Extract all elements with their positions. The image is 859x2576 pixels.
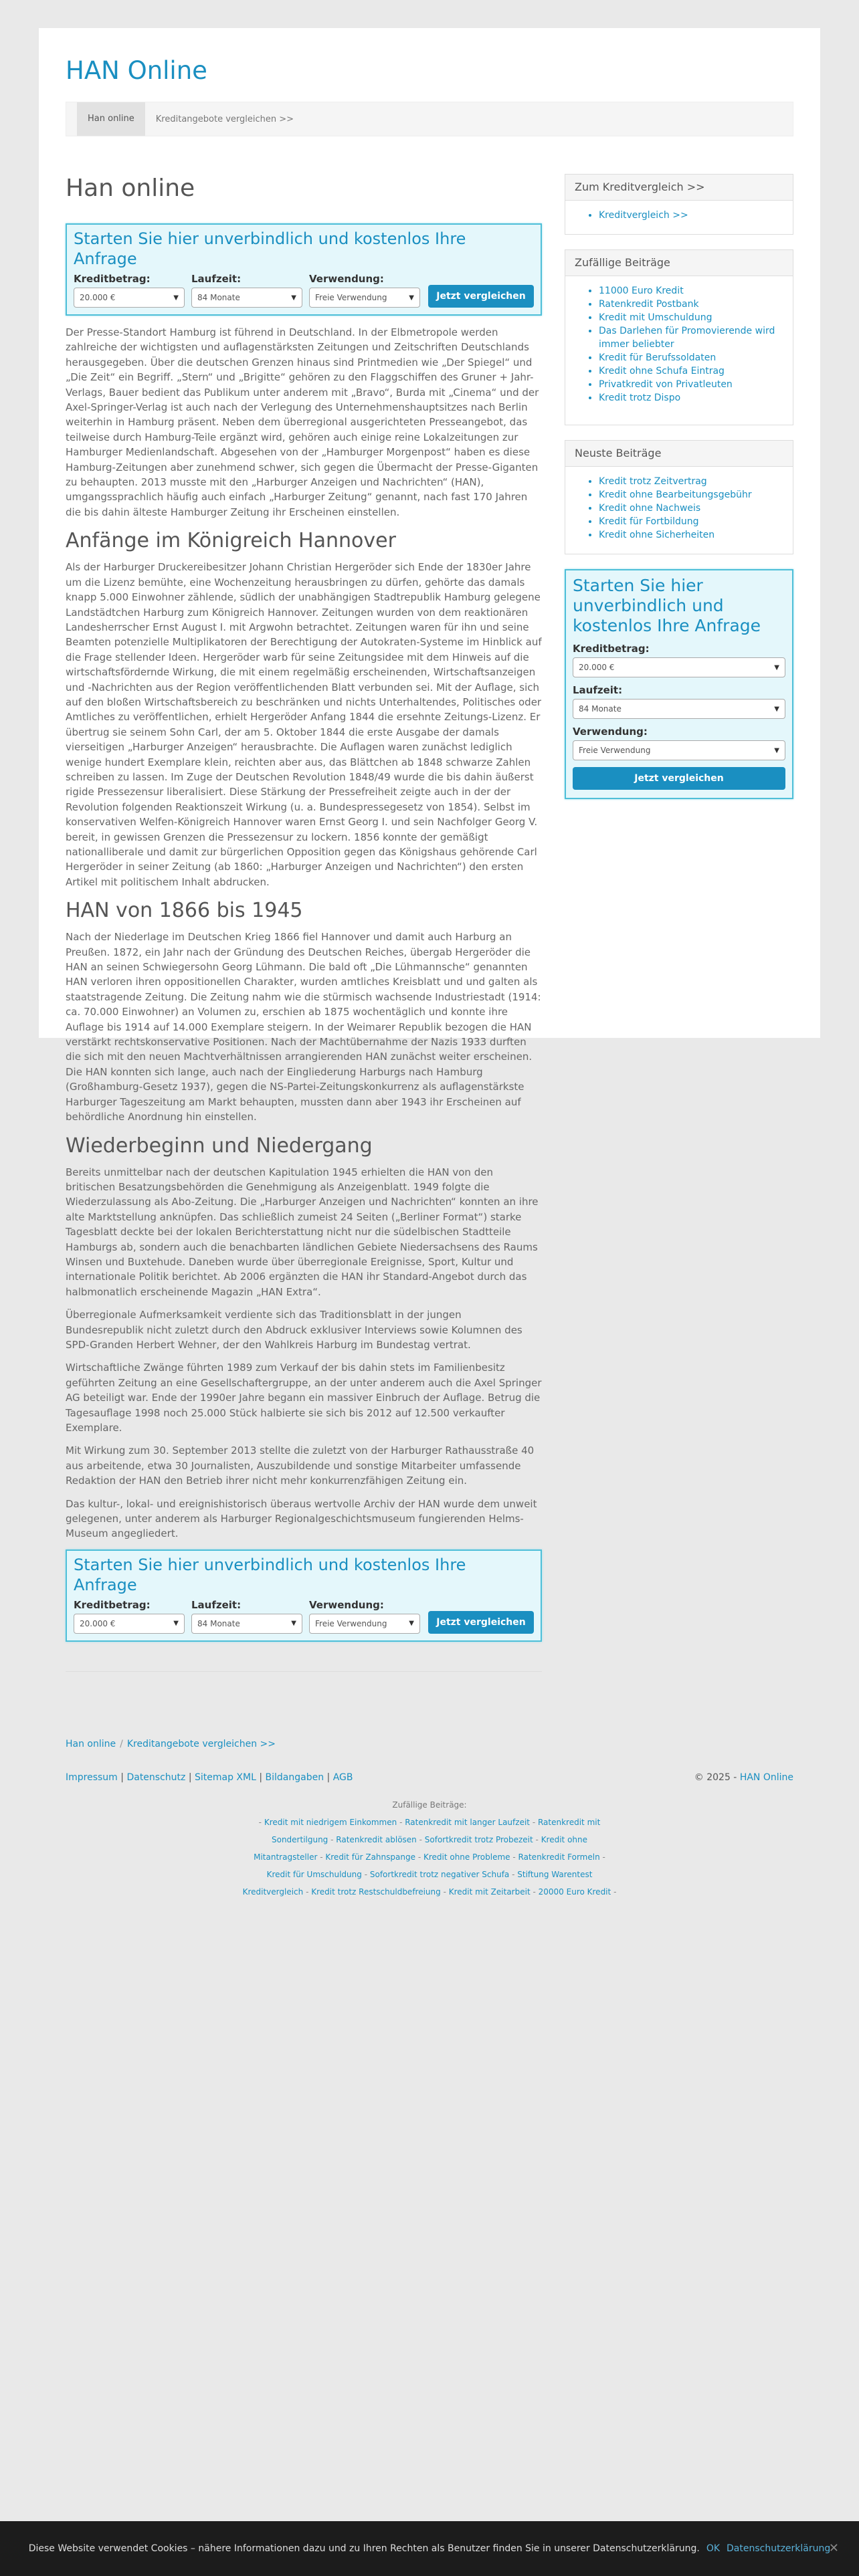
widget-title: Zufällige Beiträge (565, 250, 793, 276)
compare-button[interactable]: Jetzt vergleichen (428, 285, 534, 308)
credit-form-bottom (66, 1549, 542, 1642)
sidebar-link[interactable]: • Ratenkredit Postbank (599, 298, 793, 311)
chevron-down-icon: ▼ (774, 663, 779, 671)
random-post-link[interactable]: Stiftung Warentest Kreditvergleich (242, 1869, 593, 1897)
footer-crumb-home[interactable]: Han online (66, 1738, 116, 1749)
footer-link-sitemap[interactable]: Sitemap XML (195, 1772, 256, 1783)
amount-select[interactable]: 20.000 € ▼ (573, 657, 785, 677)
chevron-down-icon: ▼ (409, 294, 414, 302)
main-content (66, 174, 542, 1672)
widget-title: Zum Kreditvergleich >> (565, 175, 793, 201)
footer-links: Impressum | Datenschutz | Sitemap XML | Bildangaben | AGB (66, 1772, 353, 1783)
chevron-down-icon: ▼ (291, 294, 296, 302)
random-post-link[interactable]: Kredit mit niedrigem Einkommen (264, 1817, 397, 1827)
paragraph: Wirtschaftliche Zwänge führten 1989 zum Verkauf der bis dahin stets im Familienbesitz geführten Zeitung an eine Gesellschaftergruppe, an der unter anderem auch die Axel Springer AG beteiligt war. Ende der 1990er Jahre begann ein massiver Einbruch der Auflage. Betrug die Tagesauflage 1998 noch 25.000 Stück halbierte sie sich bis 2012 auf 12.500 verkaufter Exemplare. (66, 1362, 542, 1434)
footer-breadcrumb: Han online / Kreditangebote vergleichen >> (66, 1738, 276, 1749)
compare-button[interactable]: Jetzt vergleichen (573, 767, 785, 790)
nav-item-han-online[interactable]: Han online (77, 102, 145, 136)
credit-form-top (66, 223, 542, 316)
widget-title: Neuste Beiträge (565, 441, 793, 467)
paragraph: Der Presse-Standort Hamburg ist führend in Deutschland. In der Elbmetropole werden zahlreiche der wichtigsten und auflagenstärksten Zeitungen und Zeitschriften Deutschlands herausgegeben. Über die deutschen Grenzen hinaus sind Printmedien wie „Der Spiegel“ und „Die Zeit“ ein Begriff. „Stern“ und „Brigitte“ gehören zu den Flaggschiffen des Gruner + Jahr-Verlags, Bauer bedient das Publikum unter anderem mit „Bravo“, Burda mit „Cinema“ und der Axel-Springer-Verlag ist auch nach der Verlegung des Unternehmenshauptsitzes nach Berlin weiterhin in Hamburg präsent. Neben dem überregional ausgerichteten Presseangebot, das teilweise durch Hamburg-Teile ergänzt wird, gehören auch einige reine Lokalzeitungen zur Hamburger Medienlandschaft. Abgesehen von der „Hamburger Morgenpost“ haben es diese Hamburg-Zeitungen aber zunehmend schwer, sich gegen die Übermacht der Presse-Giganten zu behaupten. 2013 musste mit den „Harburger Anzeigen und Nachrichten“ (HAN), umgangssprachlich häufig auch einfach „Harburger Zeitung“ genannt, nach fast 170 Jahren die bis dahin älteste Hamburger Zeitung ihr Erscheinen einstellen. (66, 326, 539, 518)
amount-label: Kreditbetrag: (573, 643, 650, 655)
sidebar-link[interactable]: • Kredit ohne Schufa Eintrag (599, 364, 793, 378)
paragraph: Als der Harburger Druckereibesitzer Johann Christian Hergeröder sich Ende der 1830er Jahre um die Lizenz bemühte, eine Wochenzeitung herausbringen zu dürfen, gehörte das damals knapp 5.000 Einwohner zählende, südlich der unabhängigen Stadtrepublik Hamburg gelegene Landstädtchen Harburg zum Königreich Hannover. Zeitungen wurden von dem reaktionären Landesherrscher Ernst August I. mit Argwohn betrachtet. Zeitungen waren für ihn und seine Beamten potenzielle Multiplikatoren der Berechtigung der Autokraten-Systeme im Hinblick auf die Frage stellender Ideen. Hergeröder warb für seine Zeitungsidee mit dem Hinweis auf die wirtschaftsfördernde Wirkung, die mit einem regelmäßig erscheinenden, Wirtschaftsanzeigen und -Nachrichten aus der Region veröffentlichenden Blatt verbunden sei. Mit der Auflage, sich auf den bloßen Wirtschaftsbereich zu beschränken und nichts Unterhaltendes, Politisches oder Amtliches zu veröffentlichen, erhielt Hergeröder Anfang 1844 die ersehnte Zeitungs-Lizenz. Er übertrug sie seinem Sohn Carl, der am 5. Oktober 1844 die erste Ausgabe der damals vierseitigen „Harburger Anzeigen“ herausbrachte. Die Auflagen waren zunächst lediglich wenige hundert Exemplare klein, reichten aber aus, das Blättchen ab 1848 schwarze Zahlen schreiben zu lassen. Im Zuge der Deutschen Revolution 1848/49 wurde die bis dahin äußerst rigide Pressezensur liberalisiert. Diese Stärkung der Pressefreiheit zeigte auch in der der Revolution folgenden Reaktionszeit Wirkung (u. a. Bundespressegesetz von 1854). Selbst im konservativen Welfen-Königreich Hannover waren Ernst Georg I. und sein Nachfolger Georg V. bereit, in gewissen Grenzen die Pressezensur zu lockern. 1856 konnte der gemäßigt nationalliberale und damit zur bürgerlichen Opposition gegen das Königshaus gehörende Carl Hergeröder in seiner Zeitung (ab 1860: „Harburger Anzeigen und Nachrichten“) den ersten Artikel mit politischem Inhalt abdrucken. (66, 561, 542, 888)
form-title: Starten Sie hier unverbindlich und kostenlos Ihre Anfrage (573, 576, 761, 635)
sidebar-link[interactable]: • Kredit ohne Nachweis (599, 502, 793, 515)
random-post-link[interactable]: Kredit für Umschuldung (266, 1869, 362, 1879)
divider (66, 1671, 542, 1672)
footer-link-bildangaben[interactable]: Bildangaben (265, 1772, 324, 1783)
use-label: Verwendung: (573, 726, 648, 738)
amount-label: Kreditbetrag: (74, 273, 151, 285)
chevron-down-icon: ▼ (291, 1620, 296, 1628)
copyright: © 2025 - HAN Online (694, 1772, 793, 1783)
footer-random-posts: Zufällige Beiträge: - Kredit mit niedrigem Einkommen - Ratenkredit mit langer Laufzeit - Ratenkredit mit Sondertilgung - Ratenkredit ablösen - Sofortkredit trotz Probezeit - Kredit ohne Mitantragsteller - Kredit für Zahnspange - Kredit ohne Probleme - Ratenkredit Formeln - Kredit für Umschuldung - Sofortkredit trotz negativer Schufa - Stiftung Warentest Kreditvergleich - Kredit trotz Restschuldbefreiung - Kredit mit Zeitarbeit - 20000 Euro Kredit - (242, 1796, 617, 1901)
random-post-link[interactable]: Kredit trotz Restschuldbefreiung (311, 1887, 441, 1897)
sidebar-link[interactable]: • Kredit trotz Zeitvertrag (599, 475, 793, 488)
use-select[interactable]: Freie Verwendung ▼ (309, 1614, 420, 1634)
cookie-banner (0, 2521, 859, 2576)
footer-link-impressum[interactable]: Impressum (66, 1772, 118, 1783)
sidebar-link[interactable]: • 11000 Euro Kredit (599, 284, 793, 298)
chevron-down-icon: ▼ (409, 1620, 414, 1628)
use-label: Verwendung: (309, 1598, 384, 1611)
close-icon[interactable]: ✕ (828, 2541, 839, 2555)
use-label: Verwendung: (309, 273, 384, 285)
random-post-link[interactable]: Kredit ohne Mitantragsteller (254, 1834, 588, 1862)
footer-link-agb[interactable]: AGB (332, 1772, 353, 1783)
random-post-link[interactable]: Sofortkredit trotz Probezeit (424, 1834, 533, 1844)
footer-link-datenschutz[interactable]: Datenschutz (126, 1772, 186, 1783)
chevron-down-icon: ▼ (173, 1620, 179, 1628)
sidebar-link[interactable]: • Kredit ohne Sicherheiten (599, 528, 793, 542)
random-post-link[interactable]: Ratenkredit mit langer Laufzeit (405, 1817, 530, 1827)
sidebar-link[interactable]: • Das Darlehen für Promovierende wird immer beliebter (599, 324, 793, 351)
use-select[interactable]: Freie Verwendung ▼ (309, 288, 420, 308)
sidebar-link[interactable]: • Kredit trotz Dispo (599, 391, 793, 405)
sidebar-link[interactable]: • Kredit für Fortbildung (599, 515, 793, 528)
sidebar-link[interactable]: • Kredit für Berufssoldaten (599, 351, 793, 364)
chevron-down-icon: ▼ (774, 746, 779, 754)
paragraph: Mit Wirkung zum 30. September 2013 stellte die zuletzt von der Harburger Rathausstraße 40 aus arbeitende, etwa 30 Journalisten, Auszubildende und sonstige Mitarbeiter umfassende Redaktion der HAN den Betrieb ihrer nicht mehr konkurrenzfähigen Zeitung ein. (66, 1444, 535, 1487)
sidebar-link[interactable]: • Kreditvergleich >> (599, 209, 793, 222)
term-select[interactable]: 84 Monate ▼ (191, 1614, 302, 1634)
random-post-link[interactable]: Ratenkredit Formeln (518, 1852, 600, 1862)
form-title: Starten Sie hier unverbindlich und kostenlos Ihre Anfrage (74, 229, 466, 268)
chevron-down-icon: ▼ (774, 705, 779, 713)
widget-newest-posts (565, 440, 793, 554)
term-select[interactable]: 84 Monate ▼ (191, 288, 302, 308)
term-select[interactable]: 84 Monate ▼ (573, 699, 785, 719)
page-title: Han online (66, 175, 195, 202)
cookie-policy-link[interactable]: Datenschutzerklärung (727, 2543, 831, 2554)
random-post-link[interactable]: Ratenkredit ablösen (336, 1834, 417, 1844)
footer-crumb-kreditangebote[interactable]: Kreditangebote vergleichen >> (126, 1738, 276, 1749)
breadcrumb-nav (66, 102, 793, 136)
random-post-link[interactable]: Kredit mit Zeitarbeit (448, 1887, 531, 1897)
nav-item-kreditangebote[interactable]: Kreditangebote vergleichen >> (155, 114, 294, 124)
term-label: Laufzeit: (191, 1598, 242, 1611)
chevron-down-icon: ▼ (173, 294, 179, 302)
footer (66, 1739, 793, 1901)
amount-select[interactable]: 20.000 € ▼ (74, 288, 185, 308)
amount-select[interactable]: 20.000 € ▼ (74, 1614, 185, 1634)
random-post-link[interactable]: Ratenkredit mit Sondertilgung (271, 1817, 601, 1844)
paragraph: Das kultur-, lokal- und ereignishistorisch überaus wertvolle Archiv der HAN wurde dem unweit gelegenen, unter anderem als Harburger Regionalgeschichtsmuseum fungierenden Helms-Museum angegliedert. (66, 1497, 537, 1540)
paragraph: Bereits unmittelbar nach der deutschen Kapitulation 1945 erhielten die HAN von den britischen Besatzungsbehörden die Genehmigung als Anzeigenblatt. 1949 folgte die Wiederzulassung als Abo-Zeitung. Die „Harburger Anzeigen und Nachrichten“ konnten an ihre alte Marktstellung anknüpfen. Das schließlich zumeist 24 Seiten („Berliner Format“) starke Tagesblatt deckte bei der lokalen Berichterstattung nicht nur die südelbischen Stadtteile Hamburgs ab, sondern auch die benachbarten ländlichen Gebiete Niedersachsens des Raums Winsen und Buxtehude. Daneben wurde über überregionale Ereignisse, Sport, Kultur und internationale Politik berichtet. Ab 2006 ergänzten die HAN ihr Standard-Angebot durch das halbmonatlich erscheinende Magazin „HAN Extra“. (66, 1166, 539, 1298)
copyright-link[interactable]: HAN Online (739, 1772, 793, 1783)
page-container (39, 28, 820, 1897)
term-label: Laufzeit: (191, 273, 242, 285)
widget-random-posts (565, 249, 793, 425)
amount-label: Kreditbetrag: (74, 1598, 151, 1611)
sidebar-link[interactable]: • Privatkredit von Privatleuten (599, 378, 793, 391)
random-post-link[interactable]: Kredit für Zahnspange (325, 1852, 415, 1862)
sidebar-link[interactable]: • Kredit mit Umschuldung (599, 311, 793, 324)
paragraph: Überregionale Aufmerksamkeit verdiente sich das Traditionsblatt in der jungen Bundesrepublik nicht zuletzt durch den Abdruck exklusiver Interviews sowie Kolumnen des SPD-Granden Herbert Wehner, der den Wahlkreis Harburg im Bundestag vertrat. (66, 1309, 522, 1351)
site-title[interactable]: HAN Online (66, 56, 207, 85)
random-post-link[interactable]: Sofortkredit trotz negativer Schufa (369, 1869, 510, 1879)
term-label: Laufzeit: (573, 684, 623, 696)
widget-kreditvergleich (565, 174, 793, 235)
cookie-text: Diese Website verwendet Cookies – nähere Informationen dazu und zu Ihren Rechten als Benutzer finden Sie in unserer Datenschutzerklärung. (28, 2543, 700, 2554)
section-heading: Wiederbeginn und Niedergang (66, 1134, 373, 1158)
use-select[interactable]: Freie Verwendung ▼ (573, 740, 785, 760)
paragraph: Nach der Niederlage im Deutschen Krieg 1866 fiel Hannover und damit auch Harburg an Preußen. 1872, ein Jahr nach der Gründung des Deutschen Reiches, übergab Hergeröder die HAN an seinen Schwiegersohn Georg Lühmann. Die bald oft „Die Lühmannsche“ genannten HAN verloren ihren oppositionellen Charakter, wurden amtliches Kreisblatt und und galten als staatstragende Zeitung. Die Zeitung nahm wie die stürmisch wachsende Industriestadt (1914: ca. 70.000 Einwohner) an Volumen zu, erschien ab 1875 wochentäglich und konnte ihre Auflage bis 1914 auf 14.000 Exemplare steigern. In der Weimarer Republik bezogen die HAN verstärkt rechtskonservative Positionen. Nach der Machtübernahme der Nazis 1933 durften die sich mit den neuen Machtverhältnissen arrangierenden HAN zunächst weiter erscheinen. Die HAN konnten sich lange, auch nach der Eingliederung Harburgs nach Hamburg (Großhamburg-Gesetz 1937), gegen die NS-Partei-Zeitungskonkurrenz als auflagenstärkste Harburger Tageszeitung am Markt behaupten, mussten dann aber 1943 ihr Erscheinen auf behördliche Anordnung hin einstellen. (66, 931, 541, 1123)
section-heading: HAN von 1866 bis 1945 (66, 899, 303, 923)
credit-form-sidebar (565, 569, 793, 799)
sidebar-link[interactable]: • Kredit ohne Bearbeitungsgebühr (599, 488, 793, 502)
form-title: Starten Sie hier unverbindlich und kostenlos Ihre Anfrage (74, 1555, 466, 1594)
sidebar (565, 174, 793, 1672)
random-posts-title: Zufällige Beiträge: (392, 1800, 467, 1810)
random-post-link[interactable]: Kredit ohne Probleme (423, 1852, 510, 1862)
article (66, 325, 542, 1541)
compare-button[interactable]: Jetzt vergleichen (428, 1611, 534, 1634)
cookie-ok-button[interactable]: OK (706, 2543, 721, 2554)
random-post-link[interactable]: 20000 Euro Kredit (538, 1887, 611, 1897)
section-heading: Anfänge im Königreich Hannover (66, 529, 396, 553)
